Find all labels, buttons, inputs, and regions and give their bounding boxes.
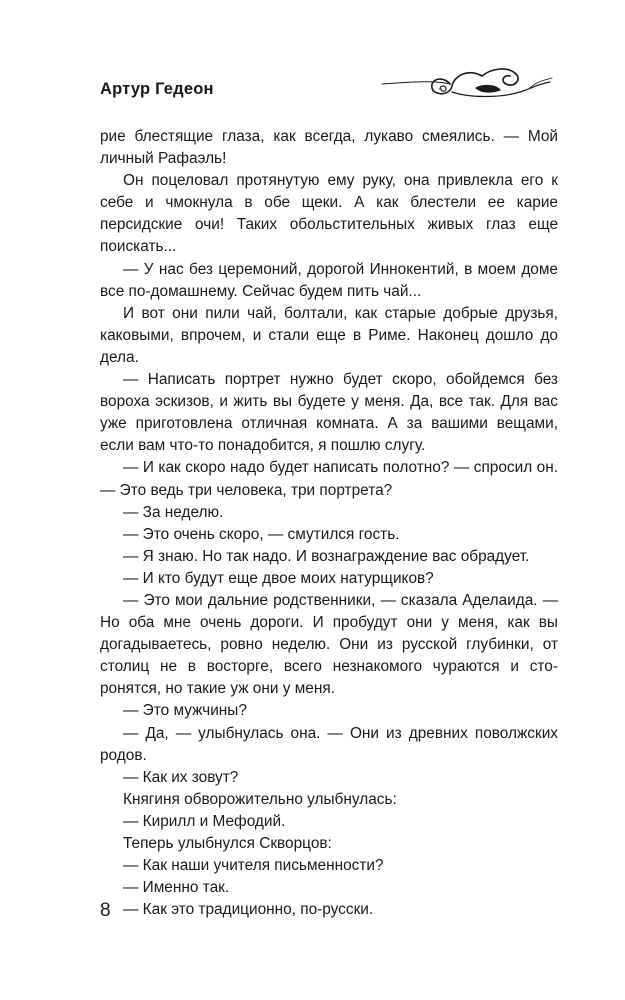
paragraph: рие блестящие глаза, как всегда, лукаво смеялись. — Мой личный Рафаэль! [100, 128, 558, 168]
paragraph: — За неделю. [123, 503, 224, 521]
paragraph: — Именно так. [123, 879, 230, 897]
paragraph: — Это мои дальние родственники, — сказала Аделаида. — Но оба мне очень дороги. И пробудут они у меня, как вы догадываетесь, ровно неделю. Они из русской глубинки, от столиц не в восторге, всего незнакомого чураются и сторонятся, но такие уж они у меня. [100, 591, 558, 698]
paragraph: — Это мужчины? [123, 702, 247, 720]
paragraph: — У нас без церемоний, дорогой Иннокентий, в моем доме все по-домашнему. Сейчас будем пить чай... [100, 260, 558, 300]
paragraph: Он поцеловал протянутую ему руку, она привлекла его к себе и чмокнула в обе щеки. А как блестели ее карие персидские очи! Таких обольстительных живых глаз еще поискать... [100, 172, 558, 256]
paragraph: — И как скоро надо будет написать полотно? — спросил он. — Это ведь три человека, три портрета? [100, 459, 558, 499]
paragraph: — И кто будут еще двое моих натурщиков? [123, 569, 434, 587]
paragraph: — Это очень скоро, — смутился гость. [123, 525, 400, 543]
running-title: Артур Гедеон [100, 80, 214, 98]
paragraph: — Кирилл и Мефодий. [123, 812, 286, 830]
paragraph: — Написать портрет нужно будет скоро, обойдемся без вороха эскизов, и жить вы будете у меня. Да, все так. Для вас уже приготовлена отличная комната. А за вашими вещами, если вам что-то понадобится, я пошлю слугу. [100, 371, 558, 455]
paragraph: — Как это традиционно, по-русски. [123, 901, 374, 919]
paragraph: — Да, — улыбнулась она. — Они из древних поволжских родов. [100, 724, 558, 764]
paragraph: — Как наши учителя письменности? [123, 857, 384, 875]
paragraph: Теперь улыбнулся Скворцов: [123, 835, 332, 852]
paragraph: — Я знаю. Но так надо. И вознаграждение вас обрадует. [123, 547, 530, 565]
paragraph: — Как их зовут? [123, 768, 239, 786]
paragraph: Княгиня обворожительно улыбнулась: [123, 790, 397, 808]
paragraph: И вот они пили чай, болтали, как старые добрые друзья, каковыми, впрочем, и стали еще в Риме. Наконец дошло до дела. [100, 304, 558, 366]
page-number: 8 [100, 900, 111, 921]
decorative-swirl-icon [380, 58, 555, 108]
body-text [100, 126, 558, 921]
